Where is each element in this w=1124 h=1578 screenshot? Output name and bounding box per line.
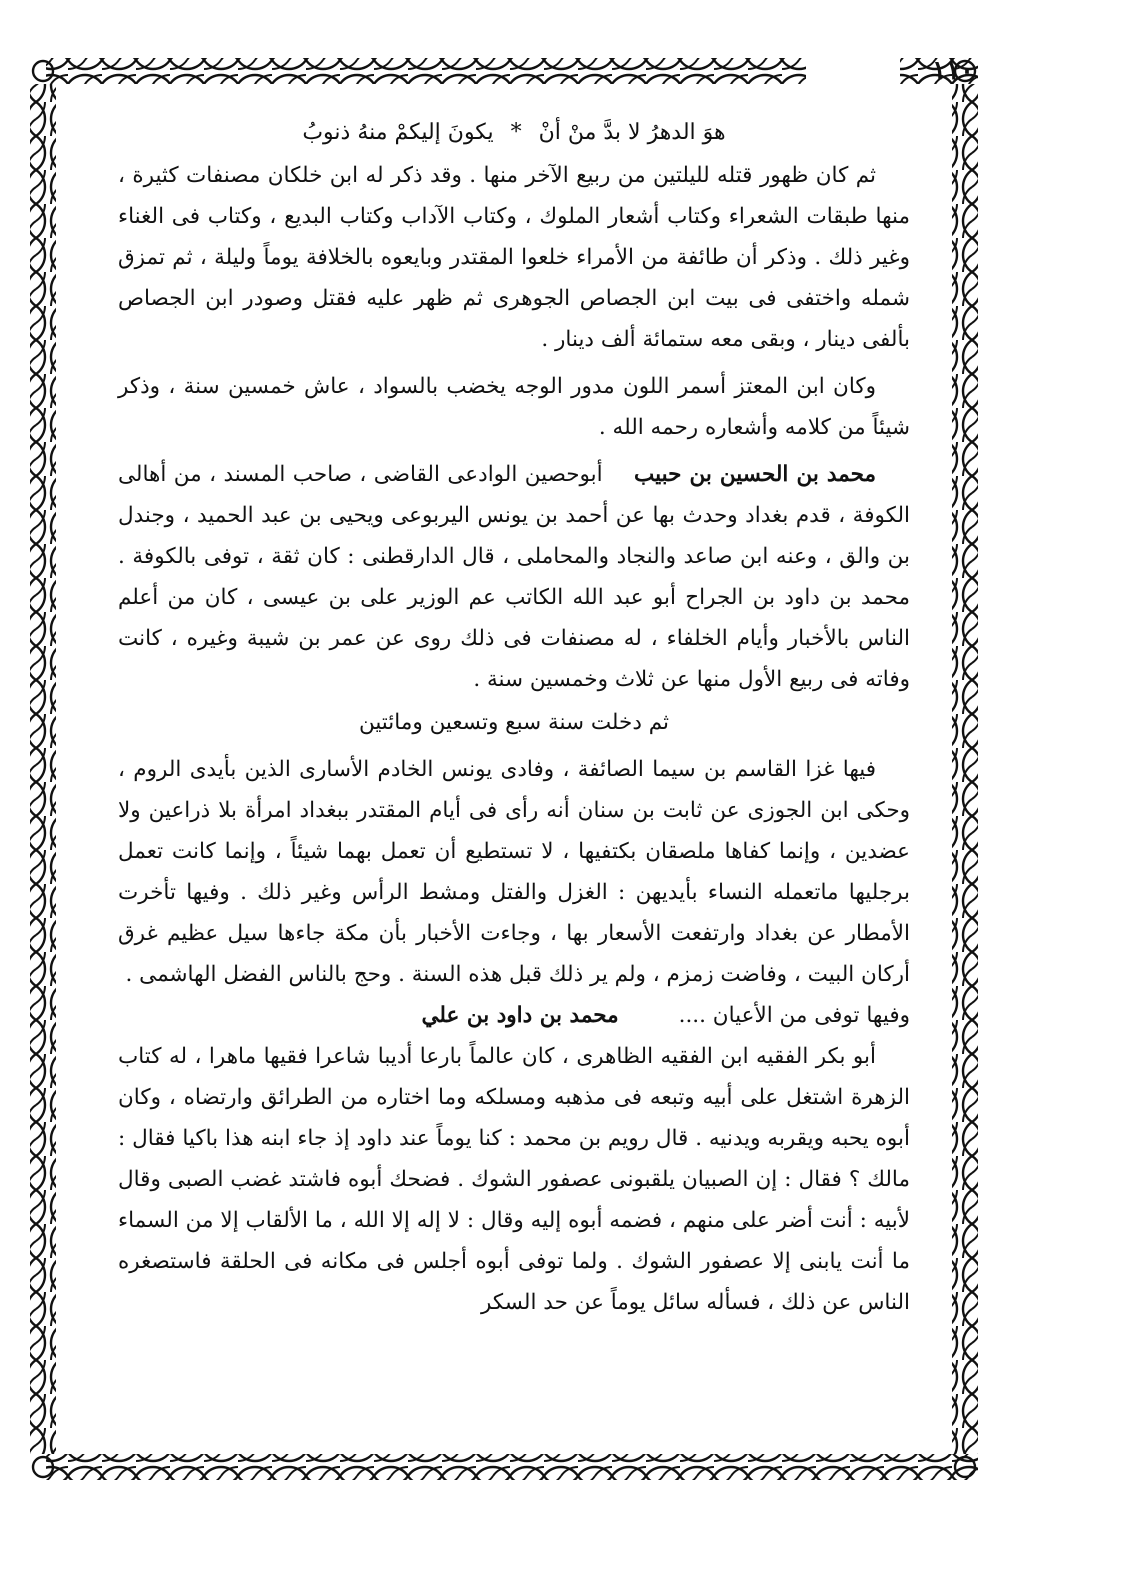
deaths-intro: وفيها توفى من الأعيان ....: [678, 1003, 910, 1028]
paragraph-ibn-al-mutazz-description: وكان ابن المعتز أسمر اللون مدور الوجه يخضب بالسواد ، عاش خمسين سنة ، وذكر شيئاً من كلامه وأشعاره رحمه الله .: [118, 374, 910, 440]
notable-deaths-line: [118, 995, 910, 1036]
verse-second-hemistich: يكونَ إليكمْ منهُ ذنوبُ: [302, 120, 494, 145]
paragraph-biography-zahiri: أبو بكر الفقيه ابن الفقيه الظاهرى ، كان عالماً بارعا أديبا شاعرا فقيها ماهرا ، له كتاب الزهرة اشتغل على أبيه وتبعه فى مذهبه ومسلكه وما اختاره من الطرائق وارتضاه ، وكان أبوه يحبه ويقربه ويدنيه . قال رويم بن محمد : كنا يوماً عند داود إذ جاء ابنه هذا باكيا فقال : مالك ؟ فقال : إن الصبيان يلقبونى عصفور الشوك . فضحك أبوه فاشتد غضب الصبى وقال لأبيه : أنت أضر على منهم ، فضمه أبوه إليه وقال : لا إله إلا الله ، ما الألقاب إلا من السماء ما أنت يابنى إلا عصفور الشوك . ولما توفى أبوه أجلس فى مكانه فى الحلقة فاستصغره الناس عن ذلك ، فسأله سائل يوماً عن حد السكر: [118, 1044, 910, 1315]
page-body: [118, 112, 910, 1452]
year-heading: ثم دخلت سنة سبع وتسعين ومائتين: [358, 710, 670, 735]
paragraph-ibn-al-mutazz-works: ثم كان ظهور قتله لليلتين من ربيع الآخر منها . وقد ذكر له ابن خلكان مصنفات كثيرة ، منها طبقات الشعراء وكتاب أشعار الملوك ، وكتاب الآداب وكتاب البديع ، وكتاب فى الغناء وغير ذلك . وذكر أن طائفة من الأمراء خلعوا المقتدر وبايعوه بالخلافة يوماً وليلة ، ثم تمزق شمله واختفى فى بيت ابن الجصاص الجوهرى ثم ظهر عليه فقتل وصودر ابن الجصاص بألفى دينار ، وبقى معه ستمائة ألف دينار .: [118, 163, 910, 352]
biography-entry: [118, 454, 910, 700]
deaths-name: محمد بن داود بن علي: [421, 1003, 619, 1028]
page-number: ١١٠: [932, 56, 974, 86]
biography-name: محمد بن الحسين بن حبيب: [634, 462, 876, 487]
verse-first-hemistich: هوَ الدهرُ لا بدَّ منْ أنْ: [538, 120, 726, 145]
biography-text: أبوحصين الوادعى القاضى ، صاحب المسند ، من أهالى الكوفة ، قدم بغداد وحدث بها عن أحمد بن يونس اليربوعى ويحيى بن عبد الحميد ، وجندل بن والق ، وعنه ابن صاعد والنجاد والمحاملى ، قال الدارقطنى : كان ثقة ، توفى بالكوفة . محمد بن داود بن الجراح أبو عبد الله الكاتب عم الوزير على بن عيسى ، كان من أعلم الناس بالأخبار وأيام الخلفاء ، له مصنفات فى ذلك روى عن عمر بن شيبة وغيره ، كانت وفاته فى ربيع الأول منها عن ثلاث وخمسين سنة .: [118, 462, 910, 692]
verse-separator: *: [510, 120, 522, 145]
paragraph-year-events: فيها غزا القاسم بن سيما الصائفة ، وفادى يونس الخادم الأسارى الذين بأيدى الروم ، وحكى ابن الجوزى عن ثابت بن سنان أنه رأى فى أيام المقتدر ببغداد امرأة بلا ذراعين ولا عضدين ، وإنما كفاها ملصقان بكتفيها ، لا تستطيع أن تعمل بهما شيئاً ، وإنما كانت تعمل برجليها ماتعمله النساء بأيديهن : الغزل والفتل ومشط الرأس وغير ذلك . وفيها تأخرت الأمطار عن بغداد وارتفعت الأسعار بها ، وجاءت الأخبار بأن مكة جاءها سيل عظيم غرق أركان البيت ، وفاضت زمزم ، ولم ير ذلك قبل هذه السنة . وحج بالناس الفضل الهاشمى .: [118, 757, 910, 987]
poetry-verse: [118, 112, 910, 153]
